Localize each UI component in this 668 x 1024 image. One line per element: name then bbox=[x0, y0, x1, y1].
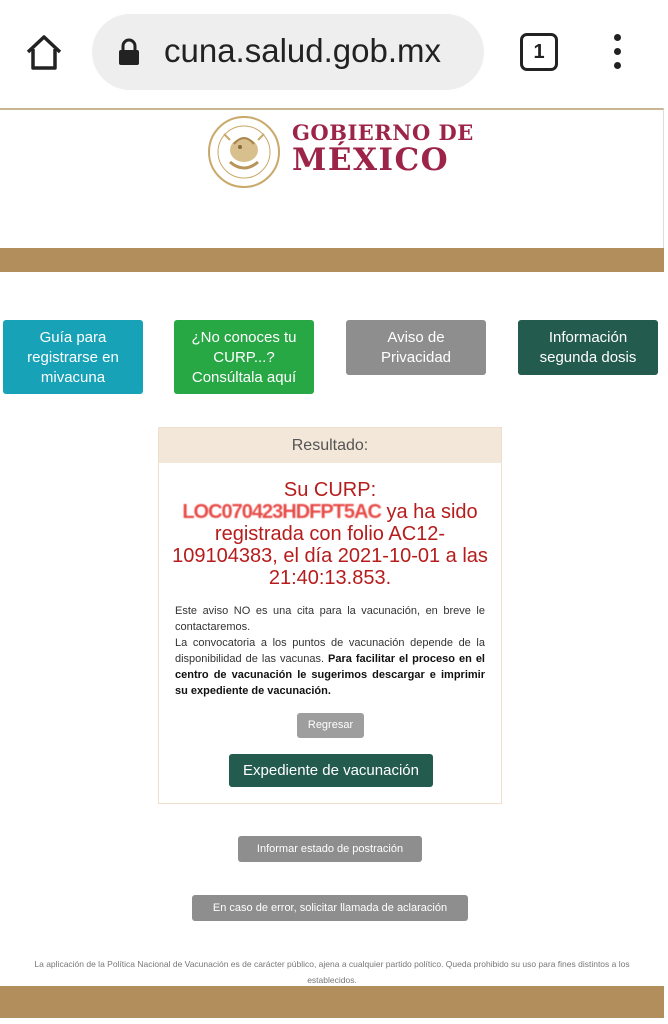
address-bar[interactable] bbox=[92, 14, 484, 90]
result-message bbox=[171, 501, 489, 589]
lock-icon bbox=[118, 38, 140, 66]
notice-line2-bold: Para facilitar el proceso en el centro de vacunación le sugerimos descargar e imprimir su expediente de vacunación. bbox=[175, 653, 485, 697]
result-card-header: Resultado: bbox=[159, 428, 501, 463]
site-header bbox=[0, 108, 664, 248]
url-text: cuna.salud.gob.mx bbox=[164, 32, 442, 69]
registration-details: ya ha sido registrada con folio AC12-109104383, el día 2021-10-01 a las 21:40:13.853. bbox=[172, 501, 488, 589]
tab-switcher-button[interactable]: 1 bbox=[520, 33, 558, 71]
gov-title-line2: MÉXICO bbox=[292, 142, 450, 178]
curp-code-redacted: LOC07042​3HDFPT5AC bbox=[182, 501, 381, 523]
notice-line1: Este aviso NO es una cita para la vacunación, en breve le contactaremos. bbox=[175, 605, 485, 633]
privacy-notice-button[interactable]: Aviso de Privacidad bbox=[346, 320, 486, 375]
notice-text bbox=[175, 603, 485, 699]
request-clarification-call-button[interactable]: En caso de error, solicitar llamada de aclaración bbox=[192, 895, 468, 921]
notice-line2: La convocatoria a los puntos de vacunación depende de la disponibilidad de las vacunas. bbox=[175, 637, 485, 665]
curp-lookup-button[interactable]: ¿No conoces tu CURP...? Consúltala aquí bbox=[174, 320, 314, 394]
result-card bbox=[158, 427, 502, 804]
footer-bar bbox=[0, 986, 664, 1018]
header-divider-bar bbox=[0, 248, 664, 272]
report-prostration-button[interactable]: Informar estado de postración bbox=[238, 836, 422, 862]
browser-toolbar bbox=[0, 0, 668, 108]
result-title: Su CURP: bbox=[283, 479, 377, 501]
national-seal-logo bbox=[204, 114, 284, 190]
footer-disclaimer: La aplicación de la Política Nacional de Vacunación es de carácter público, ajena a cualquier partido político. Queda prohibido su uso para fines distintos a los establecidos. bbox=[34, 959, 630, 985]
guide-button[interactable]: Guía para registrarse en mivacuna bbox=[3, 320, 143, 394]
vaccination-record-button[interactable]: Expediente de vacunación bbox=[229, 754, 433, 787]
overflow-menu-icon[interactable] bbox=[604, 32, 630, 74]
gov-title-line1: GOBIERNO DE bbox=[292, 120, 474, 145]
second-dose-info-button[interactable]: Información segunda dosis bbox=[518, 320, 658, 375]
back-button[interactable]: Regresar bbox=[297, 713, 364, 738]
home-icon[interactable] bbox=[22, 30, 66, 74]
